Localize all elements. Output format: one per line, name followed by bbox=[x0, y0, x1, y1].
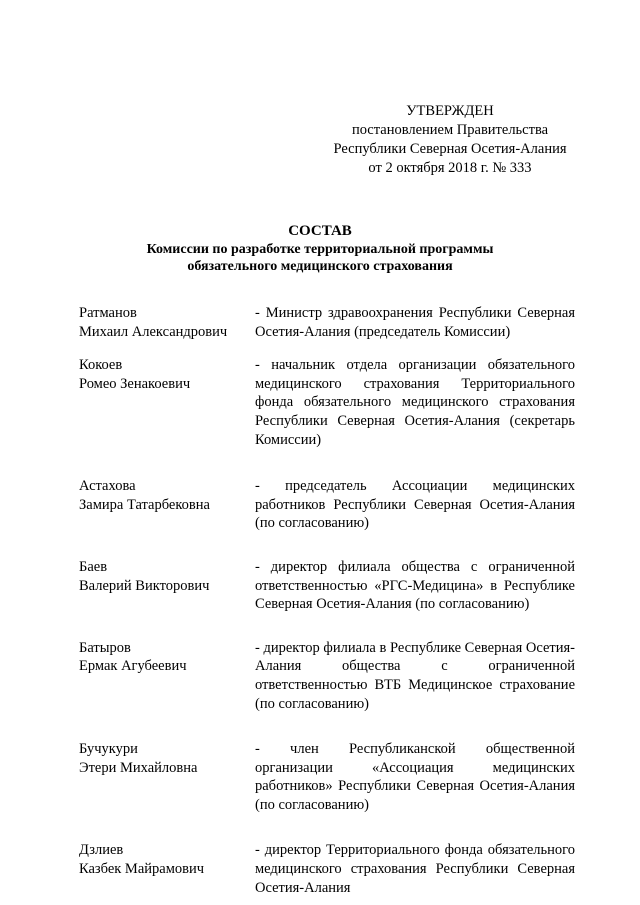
member-given-name: Замира Татарбековна bbox=[79, 496, 210, 513]
approval-stamp: УТВЕРЖДЕН bbox=[406, 103, 494, 119]
member-name bbox=[79, 304, 255, 341]
member-entry bbox=[79, 477, 575, 533]
member-given-name: Михаил Александрович bbox=[79, 323, 228, 340]
member-role: - директор филиала общества с ограниченной ответственностью «РГС-Медицина» в Республике Северная Осетия-Алания (по согласованию) bbox=[255, 558, 575, 613]
approval-line-2: Республики Северная Осетия-Алания bbox=[333, 141, 567, 157]
member-surname: Дзлиев bbox=[79, 842, 124, 859]
approval-line-1: постановлением Правительства bbox=[351, 122, 549, 138]
member-name bbox=[79, 841, 255, 897]
document-subtitle-line-2: обязательного медицинского страхования bbox=[187, 259, 453, 274]
member-role: - директор филиала в Республике Северная Осетия-Алания общества с ограниченной ответственностью ВТБ Медицинское страхование (по согласованию) bbox=[255, 639, 575, 712]
member-given-name: Казбек Майрамович bbox=[79, 861, 205, 878]
member-given-name: Ермак Агубеевич bbox=[79, 658, 187, 675]
member-surname: Астахова bbox=[79, 478, 136, 495]
member-role: - член Республиканской общественной организации «Ассоциация медицинских работников» Республики Северная Осетия-Алания (по согласованию) bbox=[255, 741, 575, 813]
member-entry bbox=[79, 639, 575, 713]
member-name bbox=[79, 740, 255, 814]
member-entry bbox=[79, 558, 575, 614]
member-entry bbox=[79, 740, 575, 814]
member-surname: Бучукури bbox=[79, 741, 138, 758]
member-surname: Кокоев bbox=[79, 357, 123, 374]
member-surname: Батыров bbox=[79, 639, 131, 656]
member-surname: Ратманов bbox=[79, 305, 137, 321]
member-entry bbox=[79, 356, 575, 449]
member-given-name: Этери Михайловна bbox=[79, 759, 198, 776]
member-role: - Министр здравоохранения Республики Северная Осетия-Алания (председатель Комиссии) bbox=[255, 305, 575, 340]
approval-line-3: от 2 октября 2018 г. № 333 bbox=[368, 160, 532, 176]
member-name bbox=[79, 356, 255, 449]
document-heading bbox=[0, 222, 640, 275]
member-entry bbox=[79, 304, 575, 341]
member-role: - председатель Ассоциации медицинских работников Республики Северная Осетия-Алания (по согласованию) bbox=[255, 478, 575, 532]
member-name bbox=[79, 558, 255, 614]
member-role: - директор Территориального фонда обязательного медицинского страхования Республики Северная Осетия-Алания bbox=[255, 842, 575, 896]
member-entry bbox=[79, 841, 575, 897]
member-list bbox=[79, 304, 575, 897]
member-given-name: Ромео Зенакоевич bbox=[79, 375, 191, 392]
member-role: - начальник отдела организации обязательного медицинского страхования Территориального фонда обязательного медицинского страхования Республики Северная Осетия-Алания (секретарь Комиссии) bbox=[255, 357, 575, 448]
document-title: СОСТАВ bbox=[288, 223, 352, 239]
member-given-name: Валерий Викторович bbox=[79, 577, 210, 594]
member-surname: Баев bbox=[79, 558, 108, 575]
member-name bbox=[79, 639, 255, 713]
approval-block bbox=[300, 102, 600, 178]
member-name bbox=[79, 477, 255, 533]
document-subtitle-line-1: Комиссии по разработке территориальной программы bbox=[146, 242, 494, 257]
